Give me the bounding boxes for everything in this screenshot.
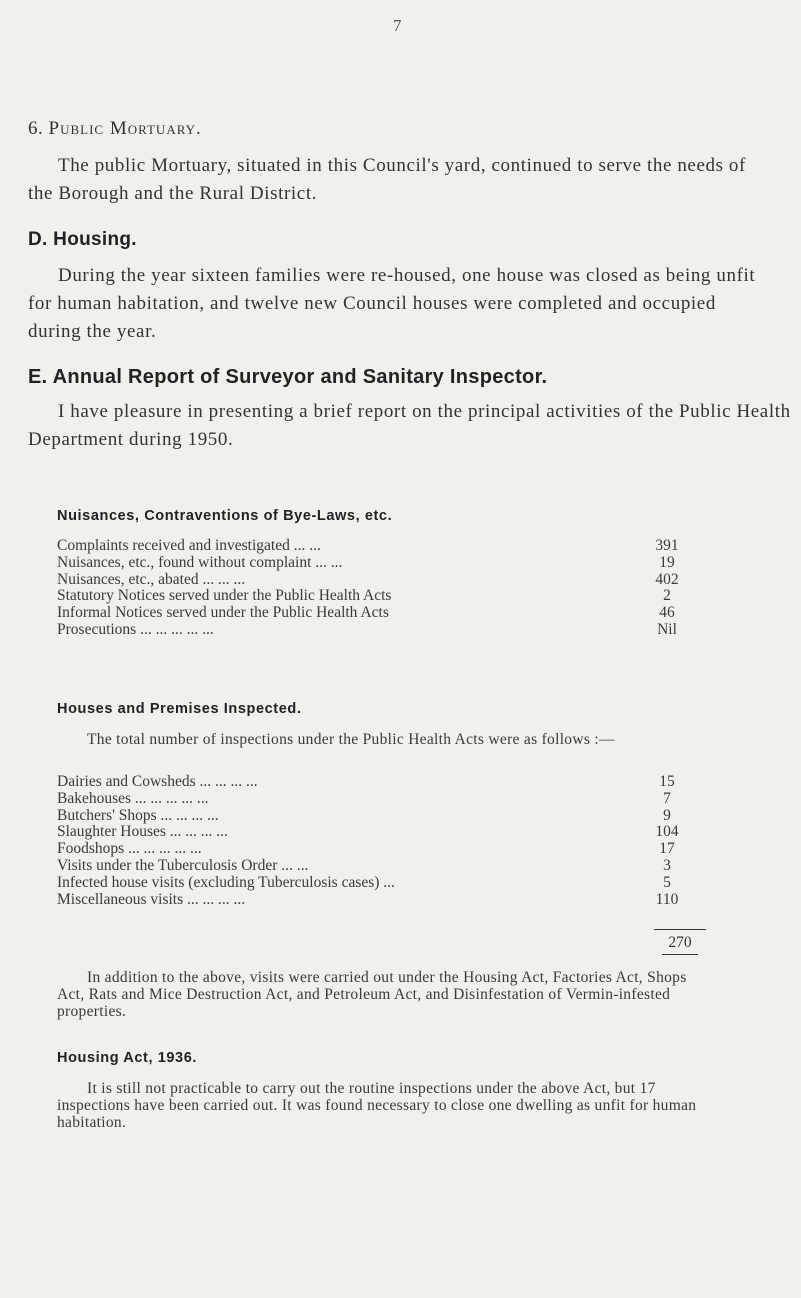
row-value: 5 [663,873,671,891]
houses-heading: Houses and Premises Inspected. [57,701,302,717]
row-label: Informal Notices served under the Public Health Acts [57,604,389,622]
row-label: Nuisances, etc., abated ... ... ... [57,570,246,588]
row-label: Prosecutions ... ... ... ... ... [57,620,214,638]
row-value: 17 [659,840,675,858]
table-row [57,858,697,875]
total-rule-bottom [662,954,698,955]
table-row [57,555,697,572]
row-label: Bakehouses ... ... ... ... ... [57,789,209,807]
page-number: 7 [393,16,402,35]
inspections-table [57,774,697,908]
row-label: Dairies and Cowsheds ... ... ... ... [57,773,258,790]
section-e-text: I have pleasure in presenting a brief report on the principal activities of the Public Health Department during 1950. [28,401,791,450]
table-row [57,892,697,909]
housing-act-heading: Housing Act, 1936. [57,1050,197,1066]
row-value: 391 [655,537,679,554]
row-value: 3 [663,856,671,874]
row-value: 46 [659,604,675,622]
inspections-total: 270 [668,934,692,951]
housing-act-text: It is still not practicable to carry out the routine inspections under the above Act, but 17 inspections have been carried out. It was found necessary to close one dwelling as unfit for human habitation. [57,1080,697,1131]
row-label: Statutory Notices served under the Public Health Acts [57,587,392,605]
nuisances-heading: Nuisances, Contraventions of Bye-Laws, etc. [57,508,393,524]
table-row [57,605,697,622]
row-value: Nil [657,620,677,638]
row-value: 7 [663,789,671,807]
row-value: 110 [655,890,679,908]
section-6-title: Public Mortuary. [48,118,202,139]
addition-text: In addition to the above, visits were carried out under the Housing Act, Factories Act, Shops Act, Rats and Mice Destruction Act, and Petroleum Act, and Disinfestation of Vermin-infested properties. [57,969,687,1020]
section-e-heading: E. Annual Report of Surveyor and Sanitary Inspector. [28,366,548,388]
row-label: Complaints received and investigated ... ... [57,537,321,554]
row-value: 104 [655,823,679,841]
table-row [57,538,697,555]
section-6-text: The public Mortuary, situated in this Council's yard, continued to serve the needs of the Borough and the Rural District. [28,155,746,204]
houses-intro: The total number of inspections under the Public Health Acts were as follows :— [87,731,615,748]
row-label: Slaughter Houses ... ... ... ... [57,823,228,841]
row-label: Nuisances, etc., found without complaint ... ... [57,553,343,571]
row-value: 19 [659,553,675,571]
total-rule-top [654,929,706,930]
section-6-number: 6. [28,118,44,139]
table-row [57,622,697,639]
table-row [57,841,697,858]
table-row [57,572,697,589]
section-d-text: During the year sixteen families were re-housed, one house was closed as being unfit for human habitation, and twelve new Council houses were completed and occupied during the year. [28,265,756,342]
row-label: Visits under the Tuberculosis Order ... ... [57,856,309,874]
section-d-heading: D. Housing. [28,229,137,250]
row-value: 402 [655,570,679,588]
table-row [57,588,697,605]
table-row [57,824,697,841]
row-value: 9 [663,806,671,824]
nuisances-table [57,538,697,639]
row-value: 2 [663,587,671,605]
section-6-heading [28,118,202,140]
row-label: Foodshops ... ... ... ... ... [57,840,202,858]
row-label: Infected house visits (excluding Tuberculosis cases) ... [57,873,395,891]
table-row [57,774,697,791]
row-value: 15 [659,773,675,790]
row-label: Butchers' Shops ... ... ... ... [57,806,219,824]
table-row [57,875,697,892]
row-label: Miscellaneous visits ... ... ... ... [57,890,246,908]
table-row [57,808,697,825]
table-row [57,791,697,808]
